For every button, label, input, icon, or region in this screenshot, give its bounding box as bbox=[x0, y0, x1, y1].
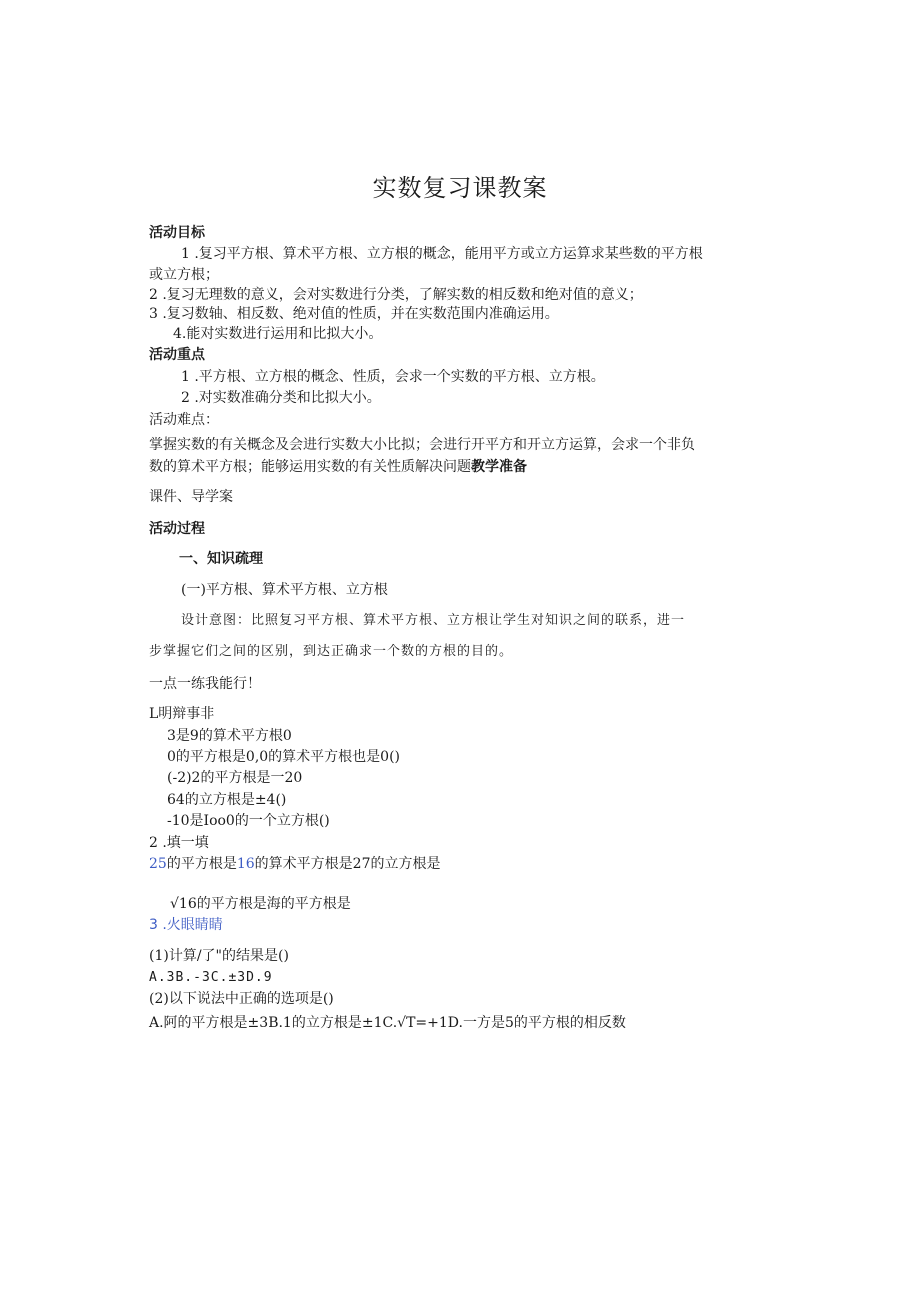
fill-item-1-text-b: 的算术平方根是27的立方根是 bbox=[254, 856, 441, 872]
judge-item-4: 64的立方根是±4() bbox=[167, 792, 287, 808]
judge-item-1: 3是9的算术平方根0 bbox=[167, 728, 292, 744]
practice-intro: 一点一练我能行！ bbox=[149, 676, 261, 692]
materials-text: 课件、导学案 bbox=[149, 489, 233, 505]
judge-heading: L明辩事非 bbox=[149, 706, 215, 722]
goal-item-1: 1 .复习平方根、算术平方根、立方根的概念，能用平方或立方运算求某些数的平方根 bbox=[181, 246, 703, 262]
difficulty-line-2 bbox=[149, 458, 527, 476]
judge-item-2: 0的平方根是0,0的算术平方根也是0() bbox=[167, 749, 401, 765]
subsection-roots-heading: (一)平方根、算术平方根、立方根 bbox=[181, 582, 388, 598]
fill-item-1-number-a: 25 bbox=[149, 856, 167, 872]
goal-item-2: 2 .复习无理数的意义，会对实数进行分类，了解实数的相反数和绝对值的意义； bbox=[149, 287, 643, 303]
process-heading: 活动过程 bbox=[149, 521, 205, 537]
key-points-heading: 活动重点 bbox=[149, 347, 205, 363]
key-point-1: 1 .平方根、立方根的概念、性质，会求一个实数的平方根、立方根。 bbox=[181, 369, 605, 385]
question-1: (1)计算/了"的结果是() bbox=[149, 948, 289, 964]
goal-item-3: 3 .复习数轴、相反数、绝对值的性质，并在实数范围内准确运用。 bbox=[149, 306, 559, 322]
difficulty-line-2-text: 数的算术平方根；能够运用实数的有关性质解决问题 bbox=[149, 459, 471, 475]
document-title: 实数复习课教案 bbox=[372, 174, 548, 202]
question-1-options: A.3B.-3C.±3D.9 bbox=[149, 970, 273, 985]
goal-item-1-continued: 或立方根； bbox=[149, 267, 219, 283]
difficulty-line-1: 掌握实数的有关概念及会进行实数大小比拟；会进行开平方和开立方运算，会求一个非负 bbox=[149, 437, 695, 453]
difficulty-heading: 活动难点： bbox=[149, 412, 219, 428]
sharp-eyes-heading: 3 .火眼睛睛 bbox=[149, 917, 223, 933]
key-point-2: 2 .对实数准确分类和比拟大小。 bbox=[181, 390, 381, 406]
fill-item-1-text-a: 的平方根是 bbox=[166, 856, 237, 872]
design-intent-line-1: 设计意图：比照复习平方根、算术平方根、立方根让学生对知识之间的联系，进一 bbox=[181, 613, 686, 628]
goal-item-4: 4.能对实数进行运用和比拟大小。 bbox=[173, 326, 383, 342]
fill-item-2: √16的平方根是海的平方根是 bbox=[170, 896, 351, 912]
judge-item-3: (-2)2的平方根是一20 bbox=[167, 770, 303, 786]
knowledge-review-heading: 一、知识疏理 bbox=[179, 551, 263, 567]
teaching-prep-heading: 教学准备 bbox=[471, 459, 527, 475]
fill-item-1 bbox=[149, 855, 440, 873]
fill-heading: 2 .填一填 bbox=[149, 835, 209, 851]
design-intent-line-2: 步掌握它们之间的区别，到达正确求一个数的方根的目的。 bbox=[149, 644, 514, 659]
question-2-options: A.阿的平方根是±3B.1的立方根是±1C.√T=+1D.一方是5的平方根的相反数 bbox=[149, 1015, 626, 1031]
question-2: (2)以下说法中正确的选项是() bbox=[149, 991, 334, 1007]
fill-item-1-number-b: 16 bbox=[236, 856, 255, 872]
goals-heading: 活动目标 bbox=[149, 225, 205, 241]
judge-item-5: -10是Ioo0的一个立方根() bbox=[167, 813, 330, 829]
